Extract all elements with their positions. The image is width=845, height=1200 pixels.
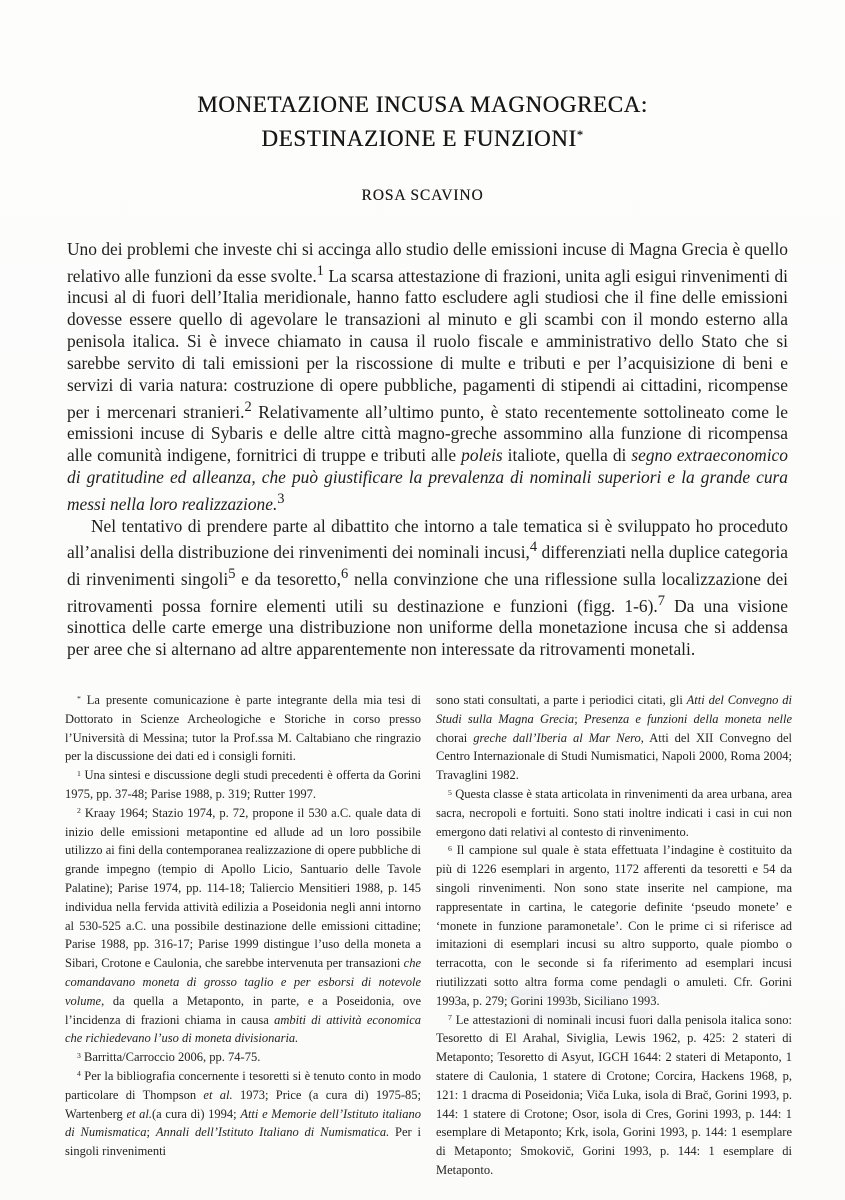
footnotes-right-column — [436, 691, 792, 1180]
article-body — [67, 239, 788, 661]
author-name: ROSA SCAVINO — [361, 187, 484, 204]
footnote-1: $^1$ Una sintesi e discussione degli studi precedenti è offerta da Gorini 1975, pp. 37-48; Parise 1988, p. 319; Rutter 1997. — [65, 768, 421, 801]
paper-title-line2: DESTINAZIONE E FUNZIONI — [261, 126, 577, 151]
footnote-7: $^7$ Le attestazioni di nominali incusi fuori dalla penisola italica sono: Tesoretto di El Arahal, Siviglia, Lewis 1962, p. 425: 2 stateri di Metaponto; Tesoretto di Asyut, IGCH 1644: 2 stateri di Metaponto, 1 statere di Caulonia, 1 statere di Crotone; Corcira, Hackens 1968, p, 121: 1 dracma di Poseidonia; Viča Luka, isola di Brač, Gorini 1993, p. 144: 1 statere di Crotone; Osor, isola di Cres, Gorini 1993, p. 144: 1 esemplare di Metaponto; Krk, isola, Gorini 1993, p. 144: 1 esemplare di Metaponto; Smokovič, Gorini 1993, p. 144: 1 esemplare di Metaponto. — [436, 1012, 792, 1177]
footnote-6: $^6$ Il campione sul quale è stata effettuata l’indagine è costituito da più di 1226 esemplari in argento, 1172 afferenti da tesoretti e 54 da singoli rinvenimenti. Non sono state inserite nel campione, ma rappresentate in cartina, le categorie definite ‘pseudo monete’ e ‘monete in funzione paramonetale’. Con le prime ci si riferisce ad imitazioni di esemplari incusi su altro supporto, quale piombo o terracotta, con le seconde si fa riferimento ad esemplari incusi riutilizzati sotto altra forma come pendagli o amuleti. Cfr. Gorini 1993a, p. 279; Gorini 1993b, Siciliano 1993. — [436, 843, 792, 1008]
footnote-3: $^3$ Barritta/Carroccio 2006, pp. 74-75. — [77, 1050, 261, 1065]
footnote-4: $^4$ Per la bibliografia concernente i tesoretti si è tenuto conto in modo particolare di Thompson et al. 1973; Price (a cura di) 1975-85; Wartenberg et al.(a cura di) 1994; Atti e Memorie dell’Istituto italiano di Numismatica; Annali dell’Istituto Italiano di Numismatica. Per i singoli rinvenimenti — [65, 1068, 422, 1159]
footnote-5: $^5$ Questa classe è stata articolata in rinvenimenti da area urbana, area sacra, necropoli e fortuiti. Sono stati inoltre indicati i casi in cui non emergono dati relativi al contesto di rinvenimento. — [436, 786, 792, 839]
footnote-4-continuation: sono stati consultati, a parte i periodici citati, gli Atti del Convegno di Studi sulla Magna Grecia; Presenza e funzioni della moneta nelle chorai greche dall’Iberia al Mar Nero, Atti del XII Convegno del Centro Internazionale di Studi Numismatici, Napoli 2000, Roma 2004; Travaglini 1982. — [436, 693, 792, 783]
title-footnote-marker: * — [576, 128, 584, 143]
footnote-2: $^2$ Kraay 1964; Stazio 1974, p. 72, propone il 530 a.C. quale data di inizio delle emissioni metapontine ed allude ad un loro possibile utilizzo ai fini della contemporanea realizzazione di opere pubbliche di grande impegno (tempio di Apollo Licio, Santuario delle Tavole Palatine); Parise 1974, pp. 114-18; Taliercio Mensitieri 1988, p. 145 individua nella fervida attività edilizia a Poseidonia negli anni intorno al 530-525 a.C. una possibile destinazione delle emissioni cittadine; Parise 1988, pp. 316-17; Parise 1999 distingue l’uso della moneta a Sibari, Crotone e Caulonia, che sarebbe intervenuta per transazioni che comandavano moneta di grosso taglio e per esborsi di notevole volume, da quella a Metaponto, in parte, e a Poseidonia, ove l’incidenza di frazioni chiama in causa ambiti di attività economica che richiedevano l’uso di moneta divisionaria. — [65, 805, 421, 1046]
footnote-star: * La presente comunicazione è parte integrante della mia tesi di Dottorato in Scienze Archeologiche e Storiche in corso presso l’Università di Messina; tutor la Prof.ssa M. Caltabiano che ringrazio per la discussione dei dati ed i consigli forniti. — [65, 693, 421, 764]
footnotes-left-column — [65, 691, 421, 1180]
body-paragraph-1: Uno dei problemi che investe chi si accinga allo studio delle emissioni incuse di Magna Grecia è quello relativo alle funzioni da esse svolte.$^1$ La scarsa attestazione di frazioni, unita agli esigui rinvenimenti di incusi al di fuori dell’Italia meridionale, hanno fatto escludere agli studiosi che il fine delle emissioni dovesse essere quello di agevolare le transazioni al minuto e gli scambi con il mondo esterno alla penisola italica. Si è invece chiamato in causa il ruolo fiscale e amministrativo dello Stato che si sarebbe servito di tali emissioni per la riscossione di multe e tributi e per l’acquisizione di beni e servizi di varia natura: costruzione di opere pubbliche, pagamenti di stipendi ai cittadini, ricompense per i mercenari stranieri.$^2$ Relativamente all’ultimo punto, è stato recentemente sottolineato come le emissioni incuse di Sybaris e delle altre città magno-greche assommino alla funzione di ricompensa alle comunità indigene, fornitrici di truppe e tributi alle poleis italiote, quella di segno extraeconomico di gratitudine ed alleanza, che può giustificare la prevalenza di nominali superiori e la grande cura messi nella loro realizzazione.$^3$ — [67, 239, 789, 514]
footnotes-section — [65, 691, 792, 1180]
paper-title — [0, 88, 845, 156]
paper-title-line1: MONETAZIONE INCUSA MAGNOGRECA: — [197, 92, 648, 117]
paper-title-line2-wrap — [0, 122, 845, 156]
body-paragraph-2: Nel tentativo di prendere parte al dibattito che intorno a tale tematica si è sviluppato ho proceduto all’analisi della distribuzione dei rinvenimenti dei nominali incusi,$^4$ differenziati nella duplice categoria di rinvenimenti singoli$^5$ e da tesoretto,$^6$ nella convinzione che una riflessione sulla localizzazione dei ritrovamenti possa fornire elementi utili su destinazione e funzioni (figg. 1-6).$^7$ Da una visione sinottica delle carte emerge una distribuzione non uniforme della monetazione incusa che si addensa per aree che si alternano ad altre apparentemente non interessate da ritrovamenti monetali. — [67, 515, 789, 660]
